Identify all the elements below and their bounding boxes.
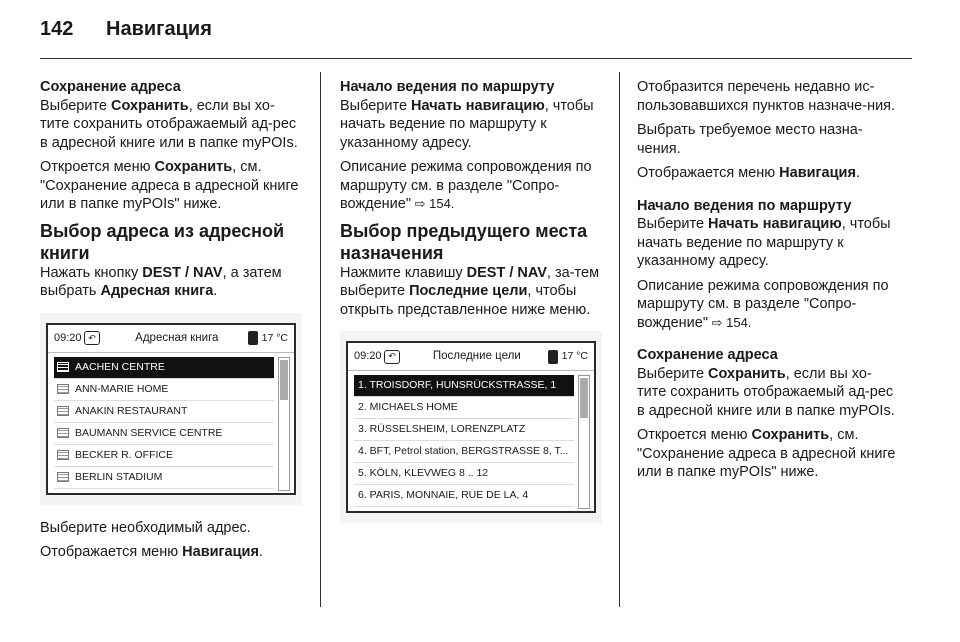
column-2: [340, 78, 602, 537]
list-item[interactable]: 4. BFT, Petrol station, BERGSTRASSE 8, T...: [354, 441, 574, 463]
page-header: [40, 18, 212, 48]
column-divider-2: [619, 72, 620, 607]
screenshot-address-book: [40, 313, 302, 505]
list-item[interactable]: 3. RÜSSELSHEIM, LORENZPLATZ: [354, 419, 574, 441]
paragraph: Нажать кнопку DEST / NAV, а затем выбрать Адресная книга.: [40, 264, 282, 299]
list-item[interactable]: 6. PARIS, MONNAIE, RUE DE LA, 4: [354, 485, 574, 507]
section-heading-previous-destination: Выбор предыдущего места назначения: [340, 220, 588, 263]
page-reference: ⇨ 154.: [411, 196, 455, 211]
chapter-title: Навигация: [106, 18, 212, 40]
list-item[interactable]: BERLIN STADIUM: [54, 467, 274, 489]
temperature: 17 °C: [261, 331, 288, 344]
list-item[interactable]: 1. TROISDORF, HUNSRÜCKSTRASSE, 1: [354, 375, 574, 397]
paragraph: Выберите необходимый адрес.: [40, 519, 251, 536]
contact-icon: [57, 428, 69, 438]
contact-icon: [57, 472, 69, 482]
back-icon: ↶: [84, 331, 100, 345]
paragraph: Выберите Сохранить, если вы хо-тите сохранить отображаемый ад-рес в адресной книге или в папке myPOIs.: [637, 365, 895, 419]
column-1: [40, 78, 302, 568]
paragraph: Выбрать требуемое место назна-чения.: [637, 122, 863, 157]
paragraph: Выберите Сохранить, если вы хо-тите сохранить отображаемый ад-рес в адресной книге или в папке myPOIs.: [40, 97, 298, 151]
paragraph: Описание режима сопровождения по маршруту см. в разделе "Сопро-вождение" ⇨ 154.: [340, 159, 592, 212]
column-divider-1: [320, 72, 321, 607]
section-heading-start-guidance: Начало ведения по маршруту: [340, 79, 555, 95]
contact-icon: [57, 362, 69, 372]
paragraph: Нажмите клавишу DEST / NAV, за-тем выберите Последние цели, чтобы открыть представленное ниже меню.: [340, 264, 600, 318]
section-heading-address-book: Выбор адреса из адресной книги: [40, 220, 285, 263]
screen-status-bar: [48, 325, 294, 353]
temperature: 17 °C: [561, 350, 588, 363]
list-item[interactable]: 5. KÖLN, KLEVWEG 8 .. 12: [354, 463, 574, 485]
section-heading-start-guidance: Начало ведения по маршруту: [637, 197, 852, 214]
list-item[interactable]: ANN-MARIE HOME: [54, 379, 274, 401]
destination-list: [354, 375, 574, 509]
paragraph: Отобразится перечень недавно ис-пользовавшихся пунктов назначе-ния.: [637, 79, 896, 114]
list-item[interactable]: AACHEN CENTRE: [54, 357, 274, 379]
scrollbar[interactable]: [578, 375, 590, 509]
list-item[interactable]: ANAKIN RESTAURANT: [54, 401, 274, 423]
paragraph: Описание режима сопровождения по маршруту см. в разделе "Сопро-вождение" ⇨ 154.: [637, 277, 889, 331]
clock: 09:20: [54, 331, 82, 344]
paragraph: Отображается меню Навигация.: [40, 544, 263, 560]
paragraph: Отображается меню Навигация.: [637, 165, 860, 181]
page-number: 142: [40, 18, 74, 40]
header-rule: [40, 58, 912, 59]
address-list: [54, 357, 274, 491]
scrollbar-thumb[interactable]: [580, 378, 588, 418]
scrollbar-thumb[interactable]: [280, 360, 288, 400]
contact-icon: [57, 406, 69, 416]
screen-status-bar: [348, 343, 594, 371]
screenshot-recent-destinations: [340, 331, 602, 523]
screen-title: Адресная книга: [135, 331, 219, 344]
contact-icon: [57, 450, 69, 460]
scrollbar[interactable]: [278, 357, 290, 491]
list-item[interactable]: BECKER R. OFFICE: [54, 445, 274, 467]
paragraph: Выберите Начать навигацию, чтобы начать ведение по маршруту к указанному адресу.: [637, 216, 891, 269]
back-icon: ↶: [384, 350, 400, 364]
thermometer-icon: [548, 350, 558, 364]
list-item[interactable]: 2. MICHAELS HOME: [354, 397, 574, 419]
paragraph: Выберите Начать навигацию, чтобы начать ведение по маршруту к указанному адресу.: [340, 97, 594, 151]
paragraph: Откроется меню Сохранить, см. "Сохранение адреса в адресной книге или в папке myPOIs" ниже.: [40, 159, 299, 212]
column-3: [637, 78, 899, 488]
section-heading-save: Сохранение адреса: [40, 79, 181, 95]
page-reference: ⇨ 154.: [708, 314, 752, 330]
screen-title: Последние цели: [432, 350, 521, 363]
contact-icon: [57, 384, 69, 394]
display-screen: [346, 341, 596, 513]
list-item[interactable]: BAUMANN SERVICE CENTRE: [54, 423, 274, 445]
display-screen: [46, 323, 296, 495]
clock: 09:20: [354, 350, 382, 363]
thermometer-icon: [248, 331, 258, 345]
section-heading-save: Сохранение адреса: [637, 347, 778, 363]
paragraph: Откроется меню Сохранить, см. "Сохранение адреса в адресной книге или в папке myPOIs" ниже.: [637, 427, 896, 480]
